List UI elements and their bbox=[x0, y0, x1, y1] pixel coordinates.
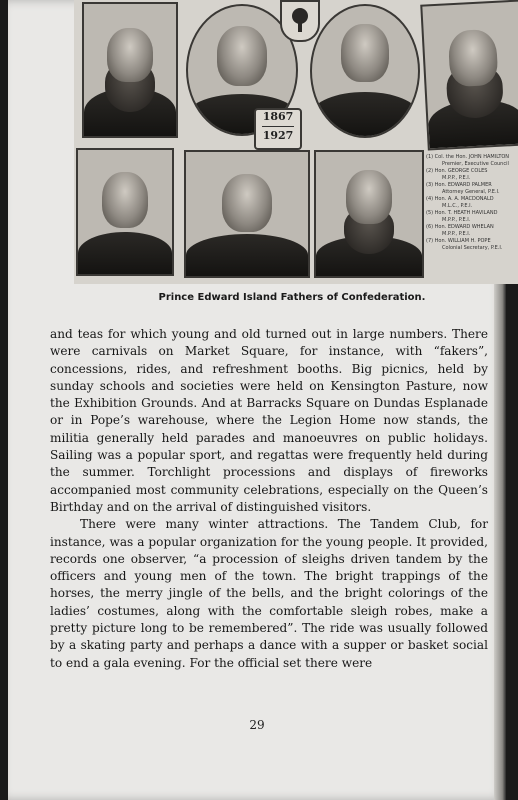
legend-line: (1) Col. the Hon. JOHN HAMILTON bbox=[426, 154, 510, 160]
legend-line: M.P.P., P.E.I. bbox=[442, 217, 471, 223]
body-text bbox=[50, 326, 488, 672]
legend-line: M.P.P., P.E.I. bbox=[442, 231, 471, 237]
portrait-1 bbox=[82, 2, 178, 138]
portrait-legend bbox=[426, 154, 518, 278]
legend-line: (3) Hon. EDWARD PALMER bbox=[426, 182, 492, 188]
legend-line: (5) Hon. T. HEATH HAVILAND bbox=[426, 210, 498, 216]
legend-line: M.P.P., P.E.I. bbox=[442, 175, 471, 181]
book-page bbox=[8, 0, 510, 800]
legend-line: (6) Hon. EDWARD WHELAN bbox=[426, 224, 494, 230]
year-end: 1927 bbox=[262, 129, 294, 142]
portrait-7 bbox=[314, 150, 424, 278]
paragraph: There were many winter attractions. The Tandem Club, for instance, was a popular organization for the young people. It provided, records one observer, “a procession of sleighs driven tandem by the officers and young men of the town. The bright trappings of the horses, the merry jingle of the bells, and the bright colorings of the ladies’ costumes, along with the comfortable sleigh robes, make a pretty picture long to be remembered”. The ride was usually followed by a skating party and perhaps a dance with a supper or basket social to end a gala evening. For the official set there were bbox=[50, 517, 488, 670]
legend-line: Premier, Executive Council bbox=[442, 161, 509, 167]
legend-line: (7) Hon. WILLIAM H. POPE bbox=[426, 238, 491, 244]
page-number: 29 bbox=[249, 718, 265, 732]
coat-of-arms-crest bbox=[280, 0, 320, 42]
legend-line: Attorney General, P.E.I. bbox=[442, 189, 500, 195]
legend-line: Colonial Secretary, P.E.I. bbox=[442, 245, 503, 251]
portrait-4 bbox=[420, 0, 518, 151]
paragraph: and teas for which young and old turned out in large numbers. There were carnivals on Market Square, for instance, with “fakers”, concessions, rides, and refreshment booths. Big picnics, held by sunday schools and societies were held on Kensington Pasture, now the Exhibition Grounds. And at Barracks Square on Dundas Esplanade or in Pope’s warehouse, where the Legion Home now stands, the militia generally held parades and manoeuvres on public holidays. Sailing was a popular sport, and regattas were frequently held during the summer. Torchlight processions and displays of fireworks accompanied most community celebrations, especially on the Queen’s Birthday and on the arrival of distinguished visitors. bbox=[50, 327, 488, 514]
legend-line: M.L.C., P.E.I. bbox=[442, 203, 473, 209]
portrait-3 bbox=[310, 4, 420, 138]
legend-line: (2) Hon. GEORGE COLES bbox=[426, 168, 488, 174]
fathers-of-confederation-photo bbox=[74, 0, 518, 284]
years-plaque bbox=[254, 108, 302, 150]
portrait-6 bbox=[184, 150, 310, 278]
year-start: 1867 bbox=[262, 110, 294, 123]
figure-caption: Prince Edward Island Fathers of Confederation. bbox=[158, 292, 426, 303]
portrait-5 bbox=[76, 148, 174, 276]
legend-line: (4) Hon. A. A. MACDONALD bbox=[426, 196, 494, 202]
